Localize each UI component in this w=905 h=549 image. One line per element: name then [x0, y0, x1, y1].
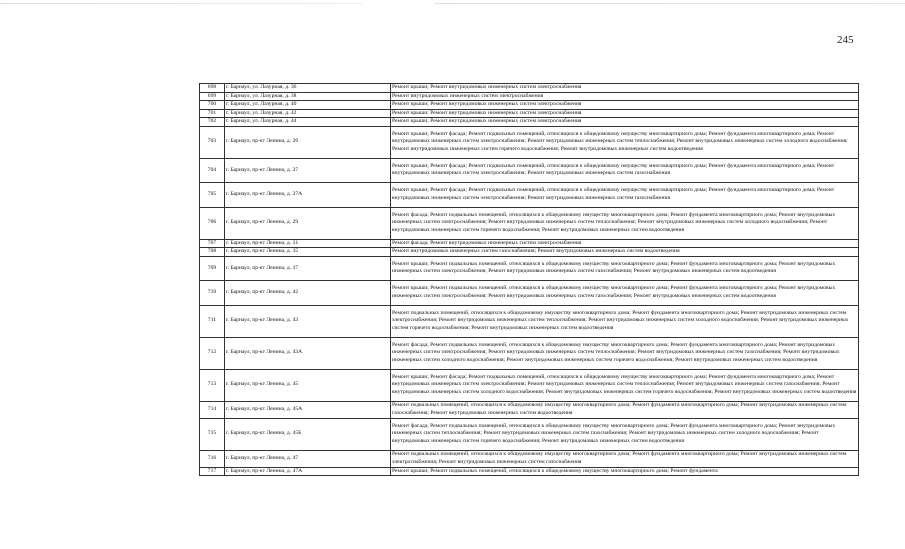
page-number: 245 [837, 34, 854, 46]
row-number: 706 [200, 207, 225, 239]
row-address: г. Барнаул, пр-кт Ленина, д. 45 [225, 369, 391, 401]
row-number: 716 [200, 450, 225, 467]
row-number: 705 [200, 183, 225, 208]
row-number: 700 [200, 101, 225, 110]
row-works: Ремонт внутридомовых инженерных систем газоснабжения; Ремонт внутридомовых инженерных систем водоотведения [391, 248, 859, 257]
row-works: Ремонт крыши; Ремонт подвальных помещений, относящихся к общедомовому имуществу многоквартирного дома; Ремонт фундамента многоквартирного дома; Ремонт внутридомовых инженерных систем электроснабжения; Ремонт внутридомовых инженерных систем газоснабжения; Ремонт внутридомовых инженерных систем водоотведения [391, 281, 859, 306]
scan-artifact-line [0, 3, 905, 4]
row-address: г. Барнаул, пр-кт Ленина, д. 27 [225, 158, 391, 183]
table-row [200, 126, 859, 158]
row-address: г. Барнаул, пр-кт Ленина, д. 43 [225, 305, 391, 337]
row-address: г. Барнаул, пр-кт Ленина, д. 45А [225, 401, 391, 418]
table-row [200, 158, 859, 183]
table-row [200, 239, 859, 248]
row-works: Ремонт фасада; Ремонт подвальных помещений, относящихся к общедомовому имуществу многоквартирного дома; Ремонт фундамента многоквартирного дома; Ремонт внутридомовых инженерных систем теплоснабжения; Ремонт внутридомовых инженерных систем газоснабжения; Ремонт внутридомовых инженерных систем холодного водоснабжения; Ремонт внутридомовых инженерных систем горячего водоснабжения; Ремонт внутридомовых инженерных систем водоотведения [391, 418, 859, 450]
row-works: Ремонт подвальных помещений, относящихся к общедомовому имуществу многоквартирного дома; Ремонт фундамента многоквартирного дома; Ремонт внутридомовых инженерных систем электроснабжения; Ремонт внутридомовых инженерных систем теплоснабжения; Ремонт внутридомовых инженерных систем холодного водоснабжения; Ремонт внутридомовых инженерных систем горячего водоснабжения; Ремонт внутридомовых инженерных систем водоотведения [391, 305, 859, 337]
row-number: 708 [200, 248, 225, 257]
repair-registry-table [199, 83, 859, 476]
row-works: Ремонт крыши; Ремонт фасада; Ремонт подвальных помещений, относящихся к общедомовому имуществу многоквартирного дома; Ремонт фундамента многоквартирного дома; Ремонт внутридомовых инженерных систем электроснабжения; Ремонт внутридомовых инженерных систем теплоснабжения; Ремонт внутридомовых инженерных систем газоснабжения; Ремонт внутридомовых инженерных систем холодного водоснабжения; Ремонт внутридомовых инженерных систем горячего водоснабжения; Ремонт внутридомовых инженерных систем водоотведения [391, 369, 859, 401]
row-address: г. Барнаул, ул. Лазурная, д. 36 [225, 84, 391, 93]
table-row [200, 84, 859, 93]
row-works: Ремонт подвальных помещений, относящихся к общедомовому имуществу многоквартирного дома; Ремонт фундамента многоквартирного дома; Ремонт внутридомовых инженерных систем газоснабжения; Ремонт внутридомовых инженерных систем водоотведения [391, 401, 859, 418]
table-row [200, 418, 859, 450]
row-address: г. Барнаул, ул. Лазурная, д. 44 [225, 118, 391, 127]
row-works: Ремонт крыши; Ремонт фасада; Ремонт подвальных помещений, относящихся к общедомовому имуществу многоквартирного дома; Ремонт фундамента многоквартирного дома; Ремонт внутридомовых инженерных систем электроснабжения; Ремонт внутридомовых инженерных систем газоснабжения [391, 183, 859, 208]
table-row [200, 369, 859, 401]
row-works: Ремонт крыши; Ремонт подвальных помещений, относящихся к общедомовому имуществу многоквартирного дома; Ремонт фундамента многоквартирного дома; Ремонт внутридомовых инженерных систем электроснабжения; Ремонт внутридомовых инженерных систем газоснабжения; Ремонт внутридомовых инженерных систем водоотведения [391, 256, 859, 281]
table-row [200, 183, 859, 208]
row-works: Ремонт внутридомовых инженерных систем электроснабжения [391, 92, 859, 101]
row-number: 701 [200, 109, 225, 118]
table-row [200, 92, 859, 101]
table-row [200, 248, 859, 257]
row-address: г. Барнаул, пр-кт Ленина, д. 29 [225, 207, 391, 239]
row-address: г. Барнаул, ул. Лазурная, д. 38 [225, 92, 391, 101]
table-row [200, 305, 859, 337]
row-works: Ремонт крыши; Ремонт внутридомовых инженерных систем электроснабжения [391, 84, 859, 93]
table-row [200, 450, 859, 467]
table-row [200, 109, 859, 118]
table-row [200, 118, 859, 127]
row-works: Ремонт крыши; Ремонт внутридомовых инженерных систем электроснабжения [391, 109, 859, 118]
row-number: 707 [200, 239, 225, 248]
row-address: г. Барнаул, пр-кт Ленина, д. 45Б [225, 418, 391, 450]
row-address: г. Барнаул, пр-кт Ленина, д. 47 [225, 450, 391, 467]
row-address: г. Барнаул, ул. Лазурная, д. 40 [225, 101, 391, 110]
row-address: г. Барнаул, пр-кт Ленина, д. 37 [225, 256, 391, 281]
row-number: 712 [200, 337, 225, 369]
row-number: 717 [200, 467, 225, 476]
row-number: 715 [200, 418, 225, 450]
row-works: Ремонт фасада; Ремонт внутридомовых инженерных систем электроснабжения [391, 239, 859, 248]
row-number: 711 [200, 305, 225, 337]
row-number: 699 [200, 92, 225, 101]
row-address: г. Барнаул, пр-кт Ленина, д. 31 [225, 239, 391, 248]
table-row [200, 401, 859, 418]
row-works: Ремонт фасада; Ремонт подвальных помещений, относящихся к общедомовому имуществу многоквартирного дома; Ремонт фундамента многоквартирного дома; Ремонт внутридомовых инженерных систем электроснабжения; Ремонт внутридомовых инженерных систем теплоснабжения; Ремонт внутридомовых инженерных систем газоснабжения; Ремонт внутридомовых инженерных систем холодного водоснабжения; Ремонт внутридомовых инженерных систем горячего водоснабжения; Ремонт внутридомовых инженерных систем водоотведения [391, 337, 859, 369]
table-row [200, 281, 859, 306]
row-works: Ремонт фасада; Ремонт подвальных помещений, относящихся к общедомовому имуществу многоквартирного дома; Ремонт фундамента многоквартирного дома; Ремонт внутридомовых инженерных систем электроснабжения; Ремонт внутридомовых инженерных систем теплоснабжения; Ремонт внутридомовых инженерных систем холодного водоснабжения; Ремонт внутридомовых инженерных систем горячего водоснабжения; Ремонт внутридомовых инженерных систем водоотведения [391, 207, 859, 239]
row-address: г. Барнаул, пр-кт Ленина, д. 43А [225, 337, 391, 369]
table-row [200, 256, 859, 281]
row-number: 702 [200, 118, 225, 127]
table-row [200, 207, 859, 239]
row-works: Ремонт крыши; Ремонт внутридомовых инженерных систем электроснабжения [391, 101, 859, 110]
row-number: 714 [200, 401, 225, 418]
row-number: 703 [200, 126, 225, 158]
row-address: г. Барнаул, пр-кт Ленина, д. 42 [225, 281, 391, 306]
row-works: Ремонт крыши; Ремонт фасада; Ремонт подвальных помещений, относящихся к общедомовому имуществу многоквартирного дома; Ремонт фундамента многоквартирного дома; Ремонт внутридомовых инженерных систем электроснабжения; Ремонт внутридомовых инженерных систем газоснабжения [391, 158, 859, 183]
row-number: 713 [200, 369, 225, 401]
row-number: 710 [200, 281, 225, 306]
row-address: г. Барнаул, ул. Лазурная, д. 42 [225, 109, 391, 118]
row-address: г. Барнаул, пр-кт Ленина, д. 27А [225, 183, 391, 208]
row-works: Ремонт крыши; Ремонт подвальных помещений, относящихся к общедомовому имуществу многоквартирного дома; Ремонт фундамента [391, 467, 859, 476]
table-row [200, 101, 859, 110]
row-number: 709 [200, 256, 225, 281]
row-works: Ремонт подвальных помещений, относящихся к общедомовому имуществу многоквартирного дома; Ремонт фундамента многоквартирного дома; Ремонт внутридомовых инженерных систем электроснабжения; Ремонт внутридомовых инженерных систем газоснабжения [391, 450, 859, 467]
table-row [200, 337, 859, 369]
row-works: Ремонт крыши; Ремонт внутридомовых инженерных систем электроснабжения [391, 118, 859, 127]
row-address: г. Барнаул, пр-кт Ленина, д. 47А [225, 467, 391, 476]
row-works: Ремонт крыши; Ремонт фасада; Ремонт подвальных помещений, относящихся к общедомовому имуществу многоквартирного дома; Ремонт фундамента многоквартирного дома; Ремонт внутридомовых инженерных систем электроснабжения; Ремонт внутридомовых инженерных систем теплоснабжения; Ремонт внутридомовых инженерных систем холодного водоснабжения; Ремонт внутридомовых инженерных систем горячего водоснабжения; Ремонт внутридомовых инженерных систем водоотведения [391, 126, 859, 158]
row-number: 698 [200, 84, 225, 93]
table-row [200, 467, 859, 476]
row-address: г. Барнаул, пр-кт Ленина, д. 26 [225, 126, 391, 158]
row-number: 704 [200, 158, 225, 183]
row-address: г. Барнаул, пр-кт Ленина, д. 35 [225, 248, 391, 257]
